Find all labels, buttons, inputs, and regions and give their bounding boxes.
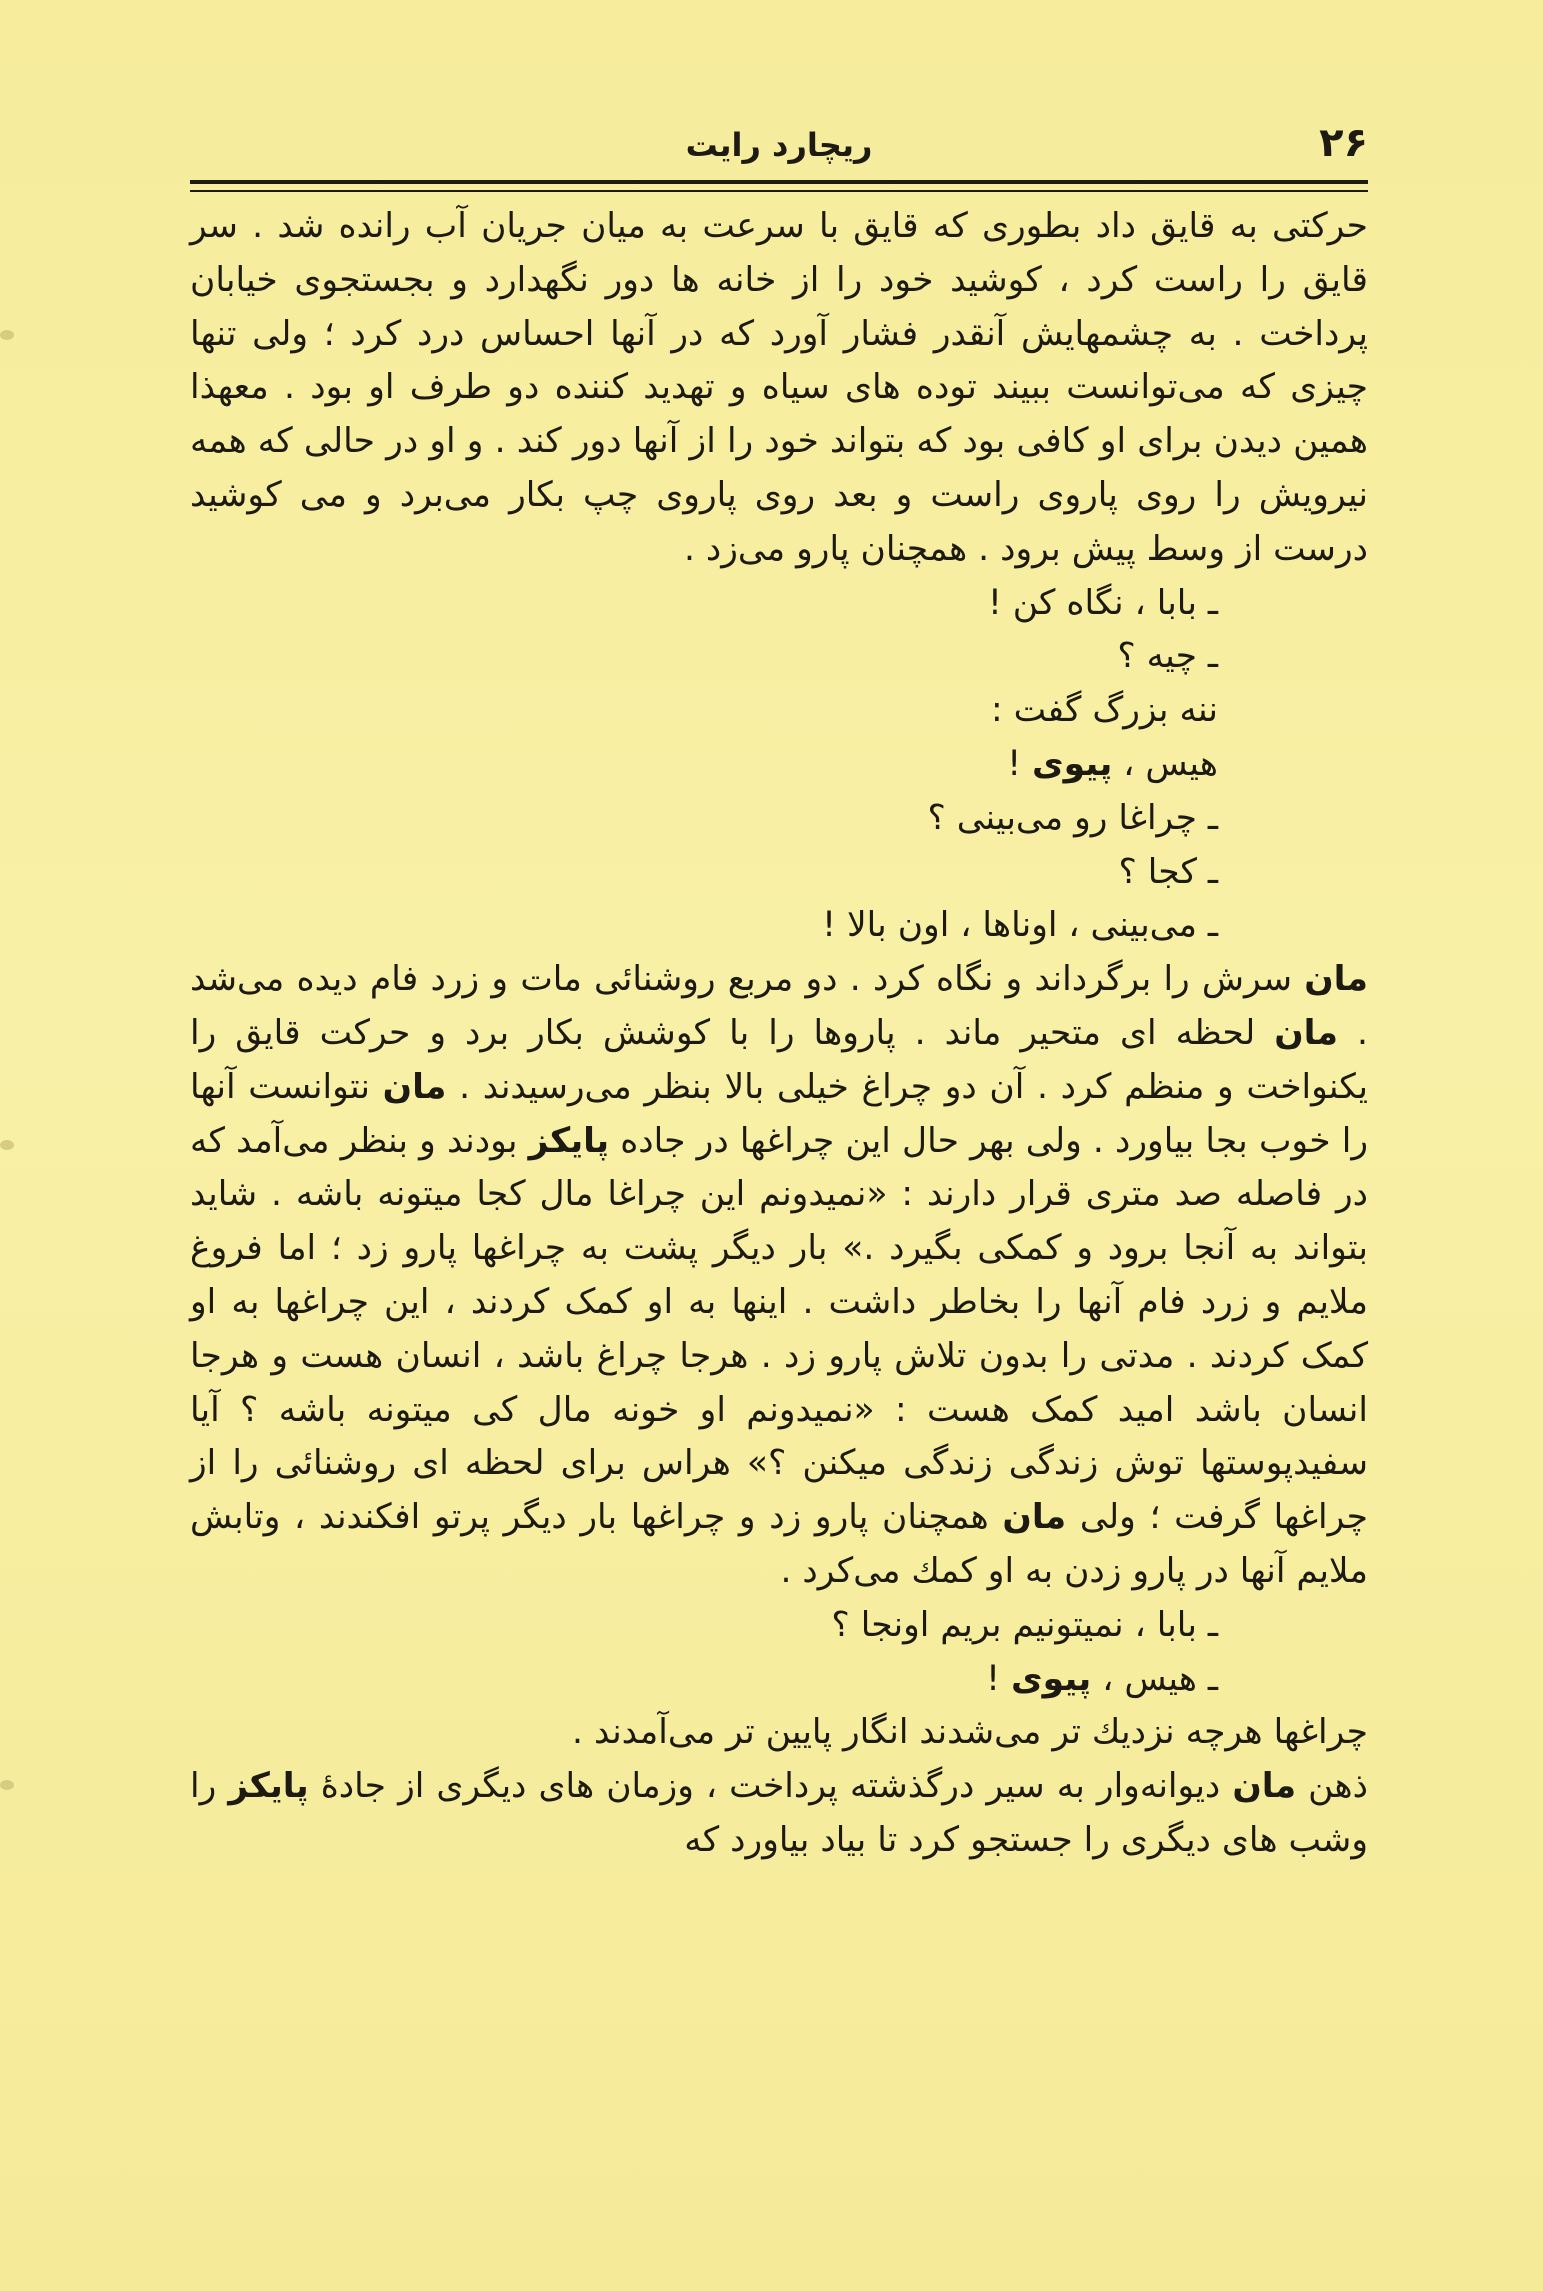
paragraph-2 [190, 953, 1368, 1599]
dialogue-line-2: ـ چیه ؟ [1117, 636, 1218, 677]
dialogue-line-6: ـ کجا ؟ [1118, 851, 1218, 892]
text-run: را وشب های دیگری را جستجو کرد تا بیاد بیاورد که [190, 1766, 1368, 1860]
dialogue-line-8: ـ بابا ، نمیتونیم بریم اونجا ؟ [831, 1604, 1218, 1645]
text-run: سرش را برگرداند و نگاه کرد . دو مربع روشنائی مات و زرد فام دیده می‌شد . [190, 959, 1368, 1053]
character-name-peewee: پیوی [1032, 743, 1113, 784]
text-run: همچنان پارو زد و چراغها بار دیگر پرتو افکندند ، وتابش ملایم آنها در پارو زدن به او کمك می‌کرد . [190, 1497, 1368, 1591]
paragraph-1: حرکتی به قایق داد بطوری که قایق با سرعت به میان جریان آب رانده شد . سر قایق را راست کرد ، کوشید خود را از خانه ها دور نگهدارد و بجستجوی خیابان پرداخت . به چشمهایش آنقدر فشار آورد که در آنها احساس درد کرد ؛ ولی تنها چیزی که می‌توانست ببیند توده های سیاه و تهدید کننده دو طرف او بود . معهذا همین دیدن برای او کافی بود که بتواند خود را از آنها دور کند . و او در حالی که همه نیرویش را روی پاروی راست و بعد روی پاروی چپ بکار می‌برد و می کوشید درست از وسط پیش برود . همچنان پارو می‌زد . [190, 206, 1368, 569]
dialogue-line-9 [190, 1653, 1368, 1707]
text-run: بودند و بنظر می‌آمد که در فاصله صد متری قرار دارند : «نمیدونم این چراغا مال کجا میتونه باشه . شاید بتواند به آنجا برود و کمکی بگیرد .» بار دیگر پشت به چراغها پارو زد ؛ اما فروغ ملایم و زرد فام آنها را بخاطر داشت . اینها به او کمک کردند ، این چراغها به او کمک کردند . مدتی را بدون تلاش پارو زد . هرجا چراغ باشد ، انسان هست و هرجا انسان باشد امید کمک هست : «نمیدونم او خونه مال کی میتونه باشه ؟ آیا سفیدپوستها توش زندگی زندگی میکنن ؟» هراس برای لحظه ای روشنائی را از چراغها گرفت ؛ ولی [190, 1120, 1368, 1538]
page-body [190, 200, 1368, 2251]
place-name-pikes: پایکز [528, 1120, 610, 1161]
page-number: ۲۶ [1319, 120, 1368, 166]
text-run: ! [1007, 743, 1033, 784]
text-run: ! [986, 1658, 1011, 1699]
place-name-pikes: پایکز [228, 1766, 309, 1807]
punch-hole-mark [0, 330, 14, 340]
paragraph-3: چراغها هرچه نزدیك تر می‌شدند انگار پایین تر می‌آمدند . [572, 1712, 1368, 1753]
dialogue-line-5: ـ چراغا رو می‌بینی ؟ [927, 797, 1218, 838]
running-title: ریچارد رایت [685, 126, 873, 164]
text-run: نتوانست آنها را خوب بجا بیاورد . ولی بهر حال این چراغها در جاده [190, 1066, 1368, 1161]
character-name-mann: مان [1002, 1497, 1067, 1538]
text-run: دیوانه‌وار به سیر درگذشته پرداخت ، وزمان های دیگری از جادهٔ [308, 1766, 1233, 1807]
text-run: هیس ، [1112, 743, 1218, 784]
text-run: لحظه ای متحیر ماند . پاروها را با کوشش بکار برد و حرکت قایق را یکنواخت و منظم کرد . آن دو چراغ خیلی بالا بنظر می‌رسیدند . [190, 1012, 1368, 1107]
dialogue-line-3: ننه بزرگ گفت : [991, 690, 1218, 731]
paragraph-4 [190, 1760, 1368, 1868]
punch-hole-mark [0, 1140, 14, 1150]
page-header [190, 120, 1368, 180]
character-name-mann: مان [1274, 1012, 1338, 1053]
text-run: ـ هیس ، [1091, 1658, 1218, 1699]
text-run: ذهن [1296, 1766, 1368, 1807]
dialogue-line-7: ـ می‌بینی ، اوناها ، اون بالا ! [822, 905, 1218, 946]
character-name-mann: مان [1232, 1766, 1297, 1807]
dialogue-line-4 [190, 738, 1368, 792]
punch-hole-mark [0, 1780, 14, 1790]
character-name-mann: مان [1304, 959, 1368, 1000]
header-rule [190, 180, 1368, 192]
character-name-mann: مان [382, 1066, 447, 1107]
character-name-peewee: پیوی [1010, 1658, 1092, 1699]
dialogue-line-1: ـ بابا ، نگاه کن ! [987, 582, 1218, 623]
